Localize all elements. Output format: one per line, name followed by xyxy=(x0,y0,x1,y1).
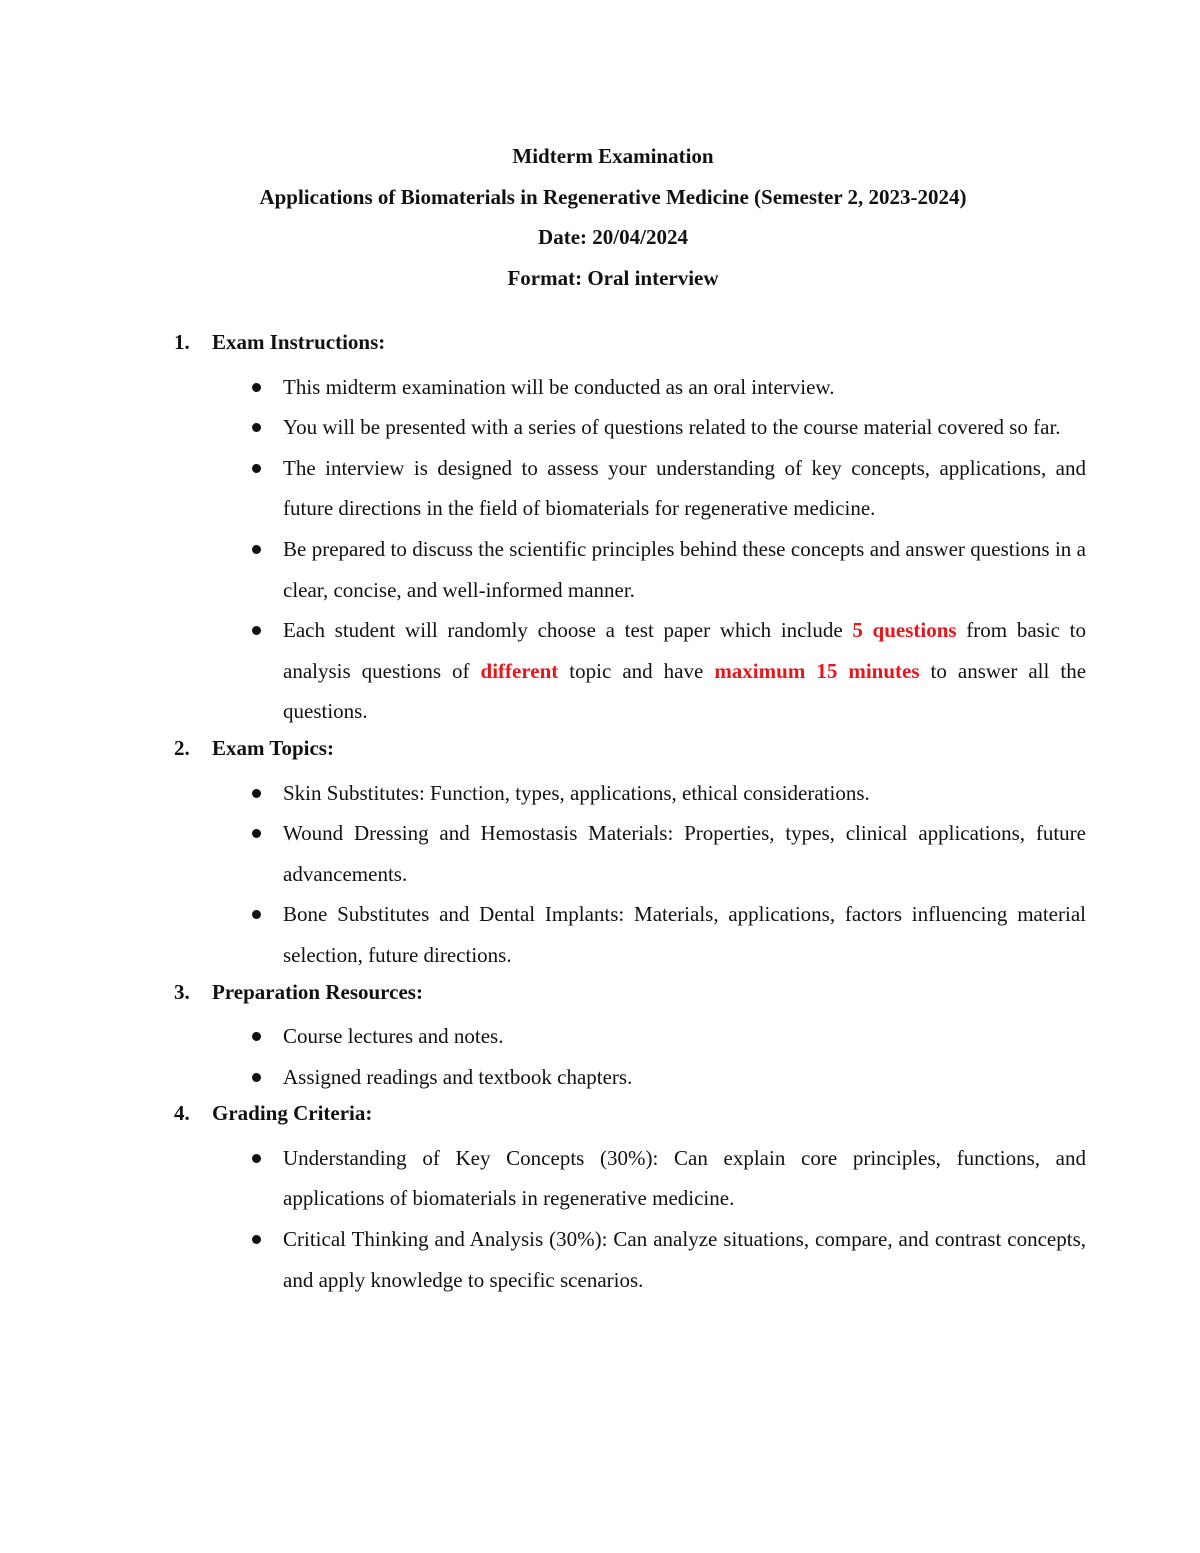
section-grading-criteria xyxy=(174,1097,1086,1300)
bullet-icon xyxy=(252,545,261,554)
bullet-text: You will be presented with a series of questions related to the course material covered so far. xyxy=(283,415,1061,440)
list-item xyxy=(174,407,1086,448)
bullet-icon xyxy=(252,423,261,432)
section-exam-topics xyxy=(174,732,1086,976)
bullet-icon xyxy=(252,789,261,798)
bullet-text: This midterm examination will be conducted as an oral interview. xyxy=(283,374,835,399)
bullet-list xyxy=(174,773,1086,976)
bullet-text-part: to answer all the questions. xyxy=(283,658,1087,724)
section-number: 4. xyxy=(174,1101,190,1126)
bullet-list xyxy=(174,1138,1086,1300)
sections-list xyxy=(174,326,1086,1300)
highlight-question-count: 5 questions xyxy=(852,618,957,643)
list-item xyxy=(174,894,1086,975)
bullet-text-part: topic and have xyxy=(558,658,715,683)
bullet-text: Course lectures and notes. xyxy=(283,1024,504,1049)
list-item xyxy=(174,1219,1086,1300)
bullet-text: Skin Substitutes: Function, types, applications, ethical considerations. xyxy=(283,780,870,805)
list-item xyxy=(174,1016,1086,1057)
bullet-text: Wound Dressing and Hemostasis Materials: Properties, types, clinical applications, future advancements. xyxy=(283,821,1086,886)
list-item xyxy=(174,1057,1086,1098)
list-item xyxy=(174,529,1086,610)
list-item xyxy=(174,773,1086,814)
bullet-icon xyxy=(252,464,261,473)
bullet-text: The interview is designed to assess your understanding of key concepts, applications, and future directions in the field of biomaterials for regenerative medicine. xyxy=(283,455,1086,521)
section-heading: Grading Criteria: xyxy=(212,1101,373,1126)
bullet-text: Assigned readings and textbook chapters. xyxy=(283,1064,633,1089)
bullet-text: Be prepared to discuss the scientific principles behind these concepts and answer questions in a clear, concise, and well-informed manner. xyxy=(283,536,1086,602)
bullet-icon xyxy=(252,383,261,392)
bullet-text: Critical Thinking and Analysis (30%): Can analyze situations, compare, and contrast concepts, and apply knowledge to specific scenarios. xyxy=(283,1227,1086,1292)
bullet-text: Understanding of Key Concepts (30%): Can explain core principles, functions, and applications of biomaterials in regenerative medicine. xyxy=(283,1145,1086,1211)
section-heading: Preparation Resources: xyxy=(212,979,423,1004)
bullet-list xyxy=(174,1016,1086,1097)
list-item xyxy=(174,367,1086,408)
bullet-icon xyxy=(252,1073,261,1082)
bullet-list xyxy=(174,367,1086,732)
section-number: 1. xyxy=(174,330,190,354)
bullet-icon xyxy=(252,626,261,635)
exam-format: Format: Oral interview xyxy=(507,265,719,290)
section-number: 3. xyxy=(174,979,190,1004)
bullet-icon xyxy=(252,1154,261,1163)
highlight-time-limit: maximum 15 minutes xyxy=(714,658,920,683)
highlight-different: different xyxy=(480,658,559,683)
bullet-icon xyxy=(252,829,261,838)
section-heading: Exam Topics: xyxy=(212,735,334,760)
list-item xyxy=(174,813,1086,894)
course-title: Applications of Biomaterials in Regenerative Medicine (Semester 2, 2023-2024) xyxy=(259,184,967,209)
section-number: 2. xyxy=(174,735,190,760)
list-item xyxy=(174,448,1086,529)
bullet-text: Bone Substitutes and Dental Implants: Materials, applications, factors influencing material selection, future directions. xyxy=(283,902,1086,967)
list-item xyxy=(174,610,1086,732)
list-item xyxy=(174,1138,1086,1219)
section-exam-instructions xyxy=(174,326,1086,732)
section-preparation-resources xyxy=(174,976,1086,1098)
exam-title: Midterm Examination xyxy=(512,144,714,168)
bullet-text-part: from basic to analysis questions of xyxy=(283,618,1086,683)
bullet-icon xyxy=(252,1235,261,1244)
bullet-icon xyxy=(252,910,261,919)
section-heading: Exam Instructions: xyxy=(212,330,386,354)
document-header xyxy=(0,140,1200,302)
exam-date: Date: 20/04/2024 xyxy=(538,225,688,250)
bullet-text-part: Each student will randomly choose a test paper which include xyxy=(283,618,853,643)
bullet-icon xyxy=(252,1032,261,1041)
